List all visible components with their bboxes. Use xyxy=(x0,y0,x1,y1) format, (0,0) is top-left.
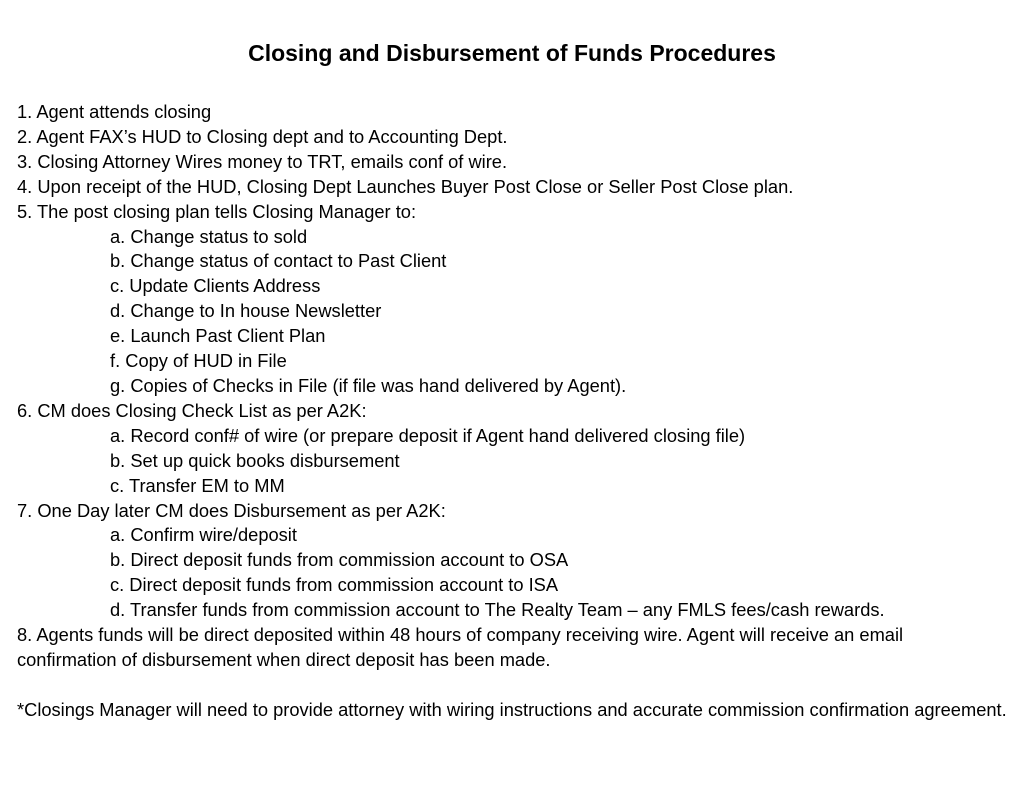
procedure-list xyxy=(17,100,1007,723)
closing-note: *Closings Manager will need to provide attorney with wiring instructions and accurate commission confirmation agreement. xyxy=(17,698,1007,720)
step-5-subitem-b: b. Change status of contact to Past Client xyxy=(110,250,447,272)
step-4: 4. Upon receipt of the HUD, Closing Dept Launches Buyer Post Close or Seller Post Close plan. xyxy=(17,175,794,197)
step-1: 1. Agent attends closing xyxy=(17,101,212,122)
step-2: 2. Agent FAX’s HUD to Closing dept and to Accounting Dept. xyxy=(17,125,508,147)
step-6-subitem-b: b. Set up quick books disbursement xyxy=(110,449,400,471)
step-5-subitem-c: c. Update Clients Address xyxy=(110,275,321,297)
step-7: 7. One Day later CM does Disbursement as per A2K: xyxy=(17,499,446,521)
step-6: 6. CM does Closing Check List as per A2K: xyxy=(17,399,367,421)
step-7-subitem-a: a. Confirm wire/deposit xyxy=(110,524,297,546)
step-6-subitem-a: a. Record conf# of wire (or prepare deposit if Agent hand delivered closing file) xyxy=(110,424,746,446)
step-6-subitem-c: c. Transfer EM to MM xyxy=(110,474,285,496)
step-7-subitem-b: b. Direct deposit funds from commission account to OSA xyxy=(110,549,569,571)
step-5-subitem-g: g. Copies of Checks in File (if file was hand delivered by Agent). xyxy=(110,374,627,396)
step-7-subitem-c: c. Direct deposit funds from commission account to ISA xyxy=(110,574,559,596)
step-8: 8. Agents funds will be direct deposited within 48 hours of company receiving wire. Agent will receive an email confirmation of disbursement when direct deposit has been made. xyxy=(17,624,904,670)
step-5-subitem-e: e. Launch Past Client Plan xyxy=(110,325,326,347)
step-5-subitem-a: a. Change status to sold xyxy=(110,225,308,247)
step-5-subitem-d: d. Change to In house Newsletter xyxy=(110,300,382,322)
document-title: Closing and Disbursement of Funds Procedures xyxy=(248,40,776,66)
step-3: 3. Closing Attorney Wires money to TRT, emails conf of wire. xyxy=(17,150,508,172)
step-5: 5. The post closing plan tells Closing Manager to: xyxy=(17,200,417,222)
step-7-subitem-d: d. Transfer funds from commission account to The Realty Team – any FMLS fees/cash rewards. xyxy=(110,599,885,621)
step-5-subitem-f: f. Copy of HUD in File xyxy=(110,350,287,372)
spacer xyxy=(17,673,1007,698)
